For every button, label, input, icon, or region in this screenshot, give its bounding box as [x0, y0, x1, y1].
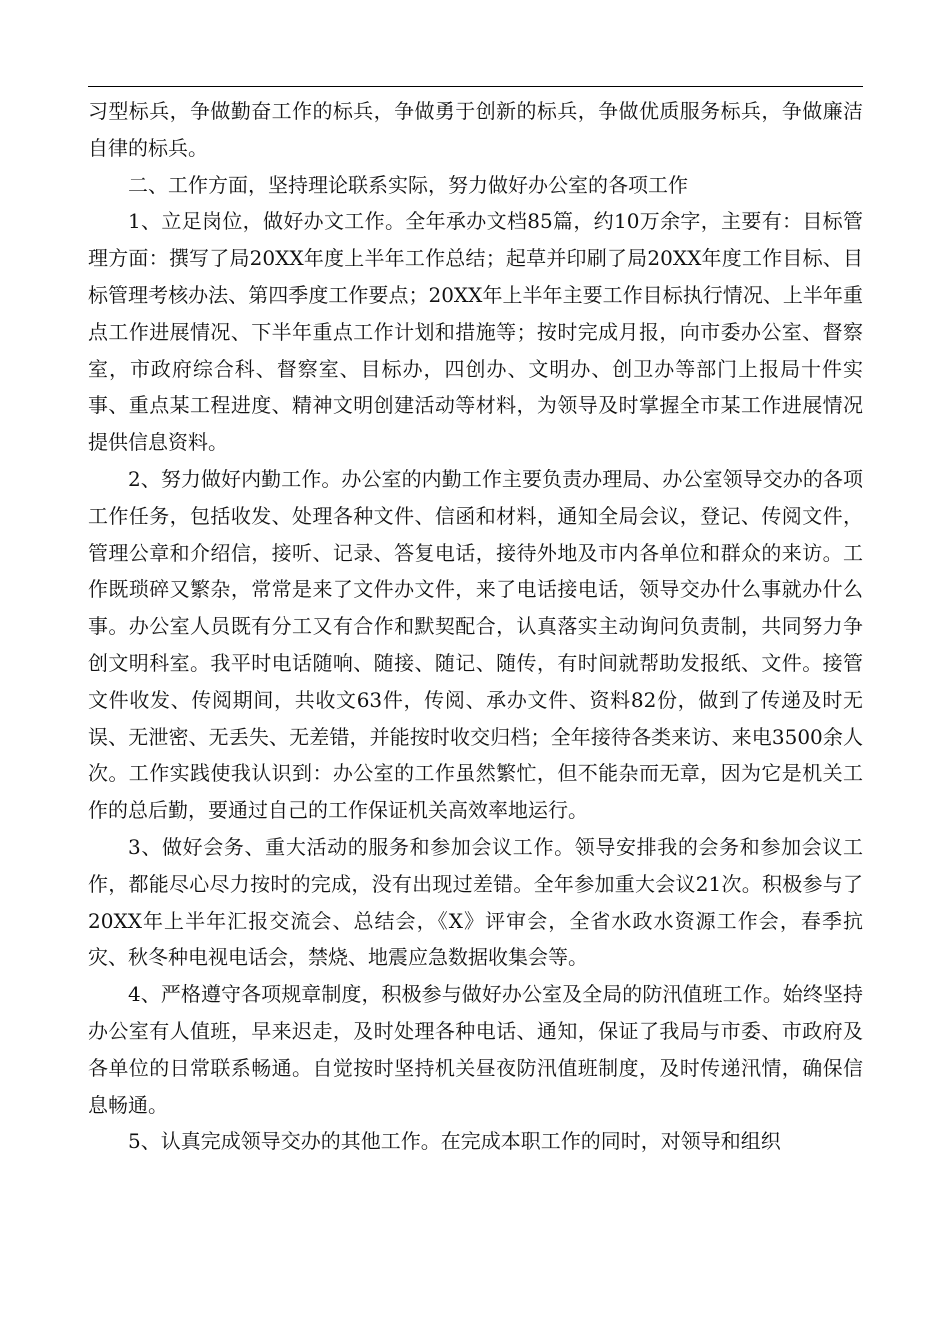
paragraph-flood-duty: 4、严格遵守各项规章制度，积极参与做好办公室及全局的防汛值班工作。始终坚持办公室有人值班，早来迟走，及时处理各种电话、通知，保证了我局与市委、市政府及各单位的日常联系畅通。自觉按时坚持机关昼夜防汛值班制度，及时传递汛情，确保信息畅通。 — [88, 982, 863, 1117]
paragraph-document-work: 1、立足岗位，做好办文工作。全年承办文档85篇，约10万余字，主要有：目标管理方面：撰写了局20XX年度上半年工作总结；起草并印刷了局20XX年度工作目标、目标管理考核办法、第四季度工作要点；20XX年上半年主要工作目标执行情况、上半年重点工作进展情况、下半年重点工作计划和措施等；按时完成月报，向市委办公室、督察室，市政府综合科、督察室、目标办，四创办、文明办、创卫办等部门上报局十件实事、重点某工程进度、精神文明创建活动等材料，为领导及时掌握全市某工作进展情况提供信息资料。 — [88, 209, 863, 455]
paragraph-other-tasks: 5、认真完成领导交办的其他工作。在完成本职工作的同时，对领导和组织 — [128, 1129, 781, 1154]
document-body — [88, 93, 863, 1160]
section-heading-work: 二、工作方面，坚持理论联系实际，努力做好办公室的各项工作 — [128, 172, 688, 197]
paragraph-meeting-work: 3、做好会务、重大活动的服务和参加会议工作。领导安排我的会务和参加会议工作，都能尽心尽力按时的完成，没有出现过差错。全年参加重大会议21次。积极参与了20XX年上半年汇报交流会、总结会，《X》评审会，全省水政水资源工作会，春季抗灾、秋冬种电视电话会，禁烧、地震应急数据收集会等。 — [88, 834, 863, 970]
paragraph-internal-work: 2、努力做好内勤工作。办公室的内勤工作主要负责办理局、办公室领导交办的各项工作任务，包括收发、处理各种文件、信函和材料，通知全局会议，登记、传阅文件，管理公章和介绍信，接听、记录、答复电话，接待外地及市内各单位和群众的来访。工作既琐碎又繁杂，常常是来了文件办文件，来了电话接电话，领导交办什么事就办什么事。办公室人员既有分工又有合作和默契配合，认真落实主动询问负责制，共同努力争创文明科室。我平时电话随响、随接、随记、随传，有时间就帮助发报纸、文件。接管文件收发、传阅期间，共收文63件，传阅、承办文件、资料82份，做到了传递及时无误、无泄密、无丢失、无差错，并能按时收交归档；全年接待各类来访、来电3500余人次。工作实践使我认识到：办公室的工作虽然繁忙，但不能杂而无章，因为它是机关工作的总后勤，要通过自己的工作保证机关高效率地运行。 — [88, 466, 863, 823]
paragraph-continuation: 习型标兵，争做勤奋工作的标兵，争做勇于创新的标兵，争做优质服务标兵，争做廉洁自律的标兵。 — [88, 99, 863, 160]
header-rule — [88, 86, 863, 87]
